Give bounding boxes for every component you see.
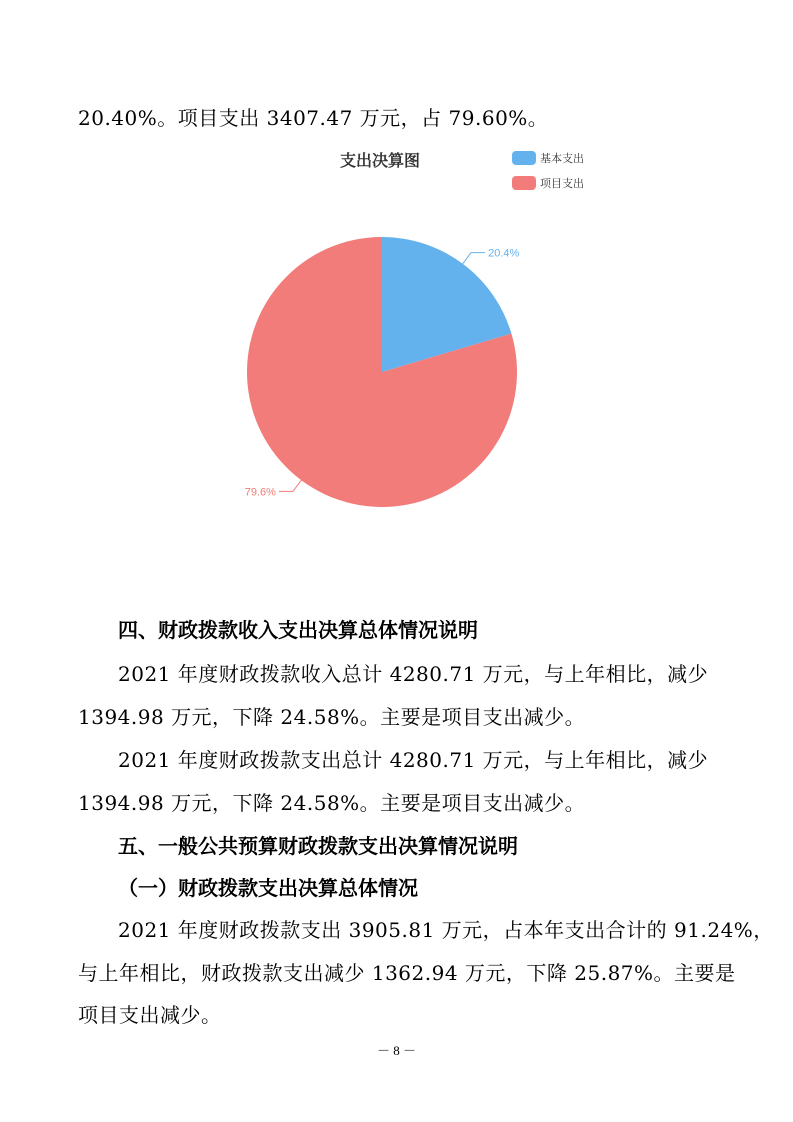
section5-para-line2: 与上年相比，财政拨款支出减少 1362.94 万元，下降 25.87%。主要是 [78, 961, 736, 985]
chart-legend [512, 151, 584, 190]
pie-leader-line-basic [463, 253, 485, 264]
pie-slices [244, 237, 520, 507]
section5-para-line3: 项目支出减少。 [78, 1003, 222, 1027]
section4-para1-line2: 1394.98 万元，下降 24.58%。主要是项目支出减少。 [78, 705, 586, 729]
intro-line: 20.40%。项目支出 3407.47 万元，占 79.60%。 [78, 106, 549, 130]
pie-label-basic: 20.4% [488, 247, 520, 260]
section5-para-line1: 2021 年度财政拨款支出 3905.81 万元，占本年支出合计的 91.24%， [118, 918, 774, 942]
section5-subheading: （一）财政拨款支出决算总体情况 [118, 876, 418, 900]
legend-swatch-basic [512, 151, 536, 165]
page-number: － 8 － [376, 1043, 416, 1058]
legend-label-project: 项目支出 [540, 177, 584, 190]
section5-heading: 五、一般公共预算财政拨款支出决算情况说明 [118, 834, 518, 858]
section4-para1-line1: 2021 年度财政拨款收入总计 4280.71 万元，与上年相比，减少 [118, 662, 709, 686]
section4-heading: 四、财政拨款收入支出决算总体情况说明 [118, 618, 478, 642]
pie-label-project: 79.6% [244, 486, 276, 499]
section4-para2-line2: 1394.98 万元，下降 24.58%。主要是项目支出减少。 [78, 791, 586, 815]
chart-title: 支出决算图 [340, 151, 421, 170]
pie-leader-line-project [279, 480, 301, 491]
legend-swatch-project [512, 176, 536, 190]
legend-label-basic: 基本支出 [540, 152, 584, 165]
expenditure-pie-chart [230, 140, 590, 540]
section4-para2-line1: 2021 年度财政拨款支出总计 4280.71 万元，与上年相比，减少 [118, 748, 709, 772]
